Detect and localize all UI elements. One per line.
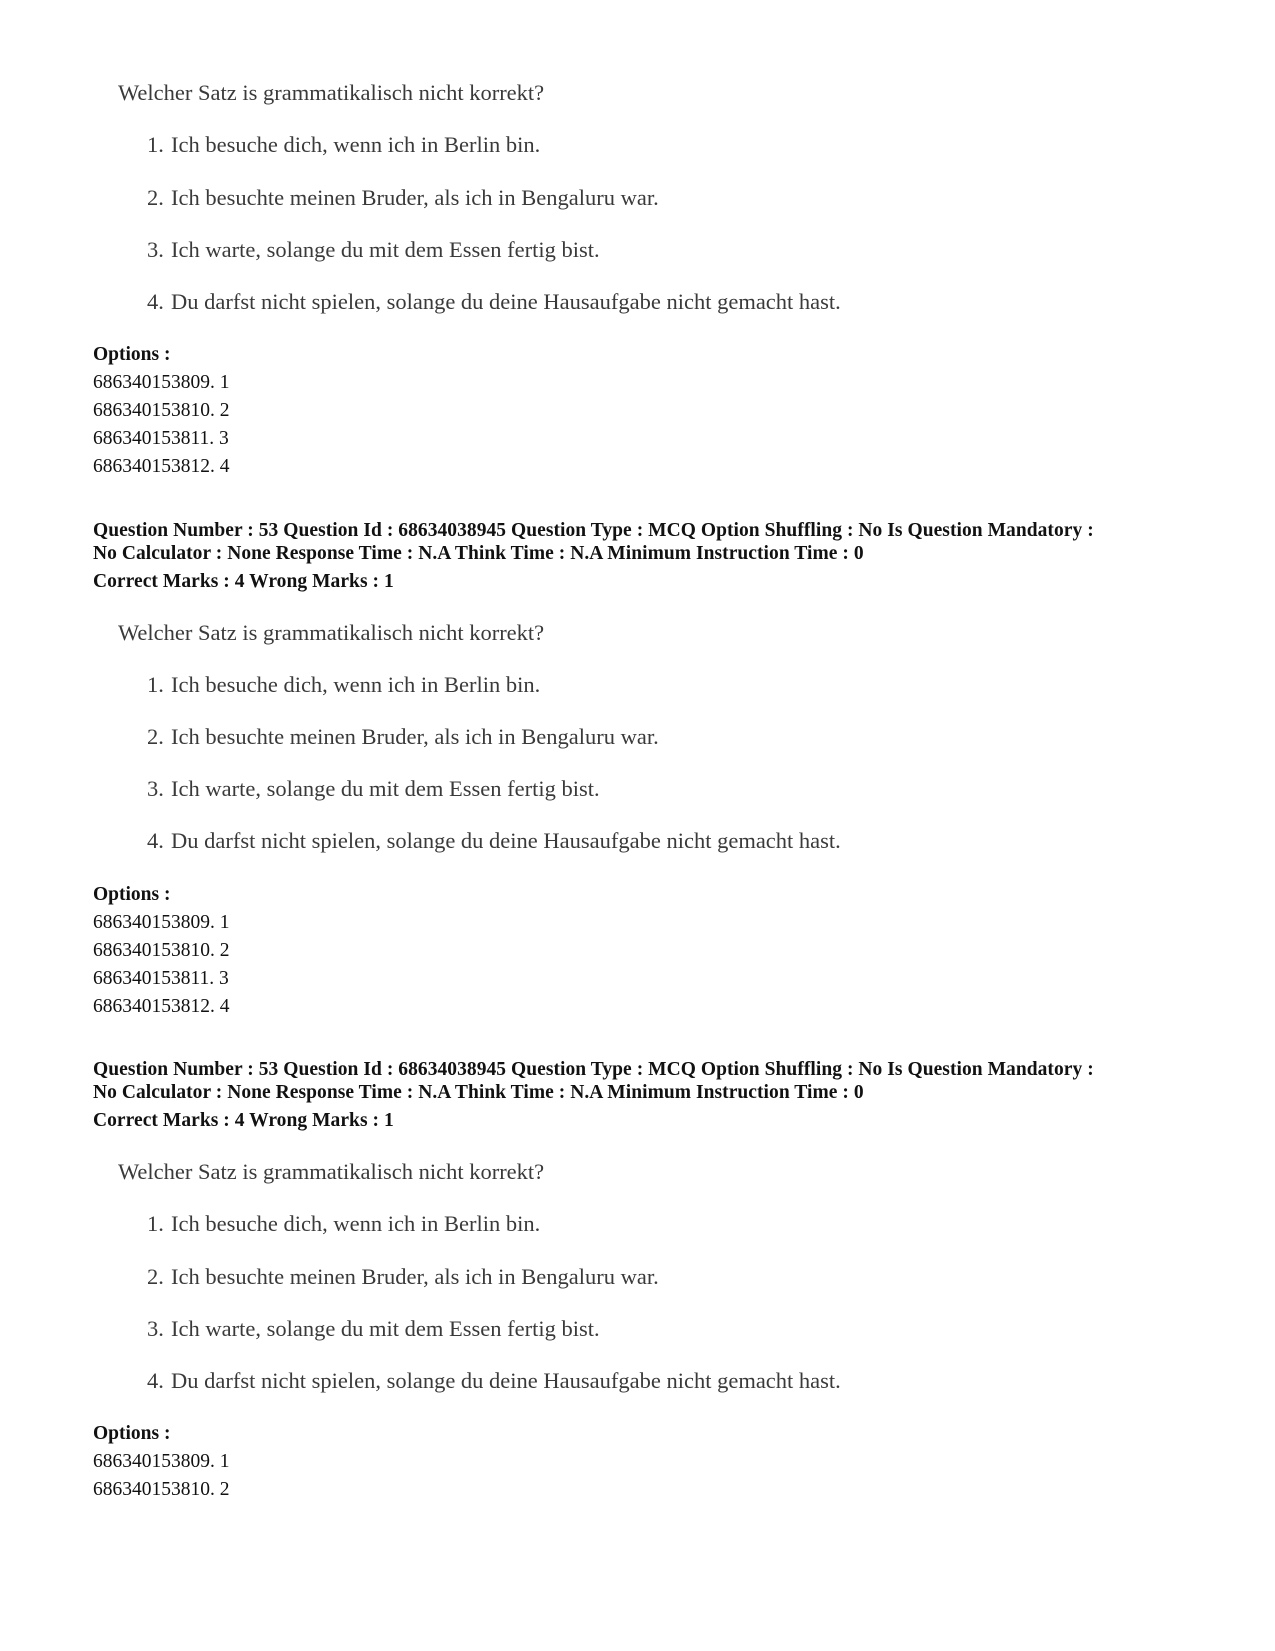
option-line: 686340153810. 2 [93, 400, 230, 421]
option-line: 686340153810. 2 [93, 940, 230, 961]
option-line: 686340153811. 3 [93, 968, 229, 989]
question-marks: Correct Marks : 4 Wrong Marks : 1 [93, 571, 394, 592]
option-line: 686340153809. 1 [93, 1451, 230, 1472]
option-line: 686340153812. 4 [93, 456, 230, 477]
question-item-3: 3. Ich warte, solange du mit dem Essen fertig bist. [147, 1316, 600, 1341]
question-prompt: Welcher Satz is grammatikalisch nicht korrekt? [118, 620, 545, 645]
question-item-2: 2. Ich besuchte meinen Bruder, als ich in Bengaluru war. [147, 185, 659, 210]
question-marks: Correct Marks : 4 Wrong Marks : 1 [93, 1110, 394, 1131]
question-item-2: 2. Ich besuchte meinen Bruder, als ich in Bengaluru war. [147, 1264, 659, 1289]
question-meta-line-2: No Calculator : None Response Time : N.A Think Time : N.A Minimum Instruction Time : 0 [93, 1082, 864, 1103]
question-prompt: Welcher Satz is grammatikalisch nicht korrekt? [118, 80, 545, 105]
option-line: 686340153812. 4 [93, 996, 230, 1017]
question-item-3: 3. Ich warte, solange du mit dem Essen fertig bist. [147, 237, 600, 262]
option-line: 686340153809. 1 [93, 372, 230, 393]
question-item-1: 1. Ich besuche dich, wenn ich in Berlin bin. [147, 132, 541, 157]
question-meta-line-2: No Calculator : None Response Time : N.A Think Time : N.A Minimum Instruction Time : 0 [93, 543, 864, 564]
options-title: Options : [93, 344, 171, 365]
option-line: 686340153810. 2 [93, 1479, 230, 1500]
question-item-4: 4. Du darfst nicht spielen, solange du deine Hausaufgabe nicht gemacht hast. [147, 289, 841, 314]
question-meta-line-1: Question Number : 53 Question Id : 68634038945 Question Type : MCQ Option Shuffling : No Is Question Mandatory : [93, 520, 1094, 541]
question-item-1: 1. Ich besuche dich, wenn ich in Berlin bin. [147, 672, 541, 697]
options-title: Options : [93, 1423, 171, 1444]
options-title: Options : [93, 884, 171, 905]
option-line: 686340153809. 1 [93, 912, 230, 933]
question-item-1: 1. Ich besuche dich, wenn ich in Berlin bin. [147, 1211, 541, 1236]
question-item-4: 4. Du darfst nicht spielen, solange du deine Hausaufgabe nicht gemacht hast. [147, 828, 841, 853]
question-item-3: 3. Ich warte, solange du mit dem Essen fertig bist. [147, 776, 600, 801]
question-prompt: Welcher Satz is grammatikalisch nicht korrekt? [118, 1159, 545, 1184]
question-meta-line-1: Question Number : 53 Question Id : 68634038945 Question Type : MCQ Option Shuffling : No Is Question Mandatory : [93, 1059, 1094, 1080]
option-line: 686340153811. 3 [93, 428, 229, 449]
question-item-2: 2. Ich besuchte meinen Bruder, als ich in Bengaluru war. [147, 724, 659, 749]
question-item-4: 4. Du darfst nicht spielen, solange du deine Hausaufgabe nicht gemacht hast. [147, 1368, 841, 1393]
